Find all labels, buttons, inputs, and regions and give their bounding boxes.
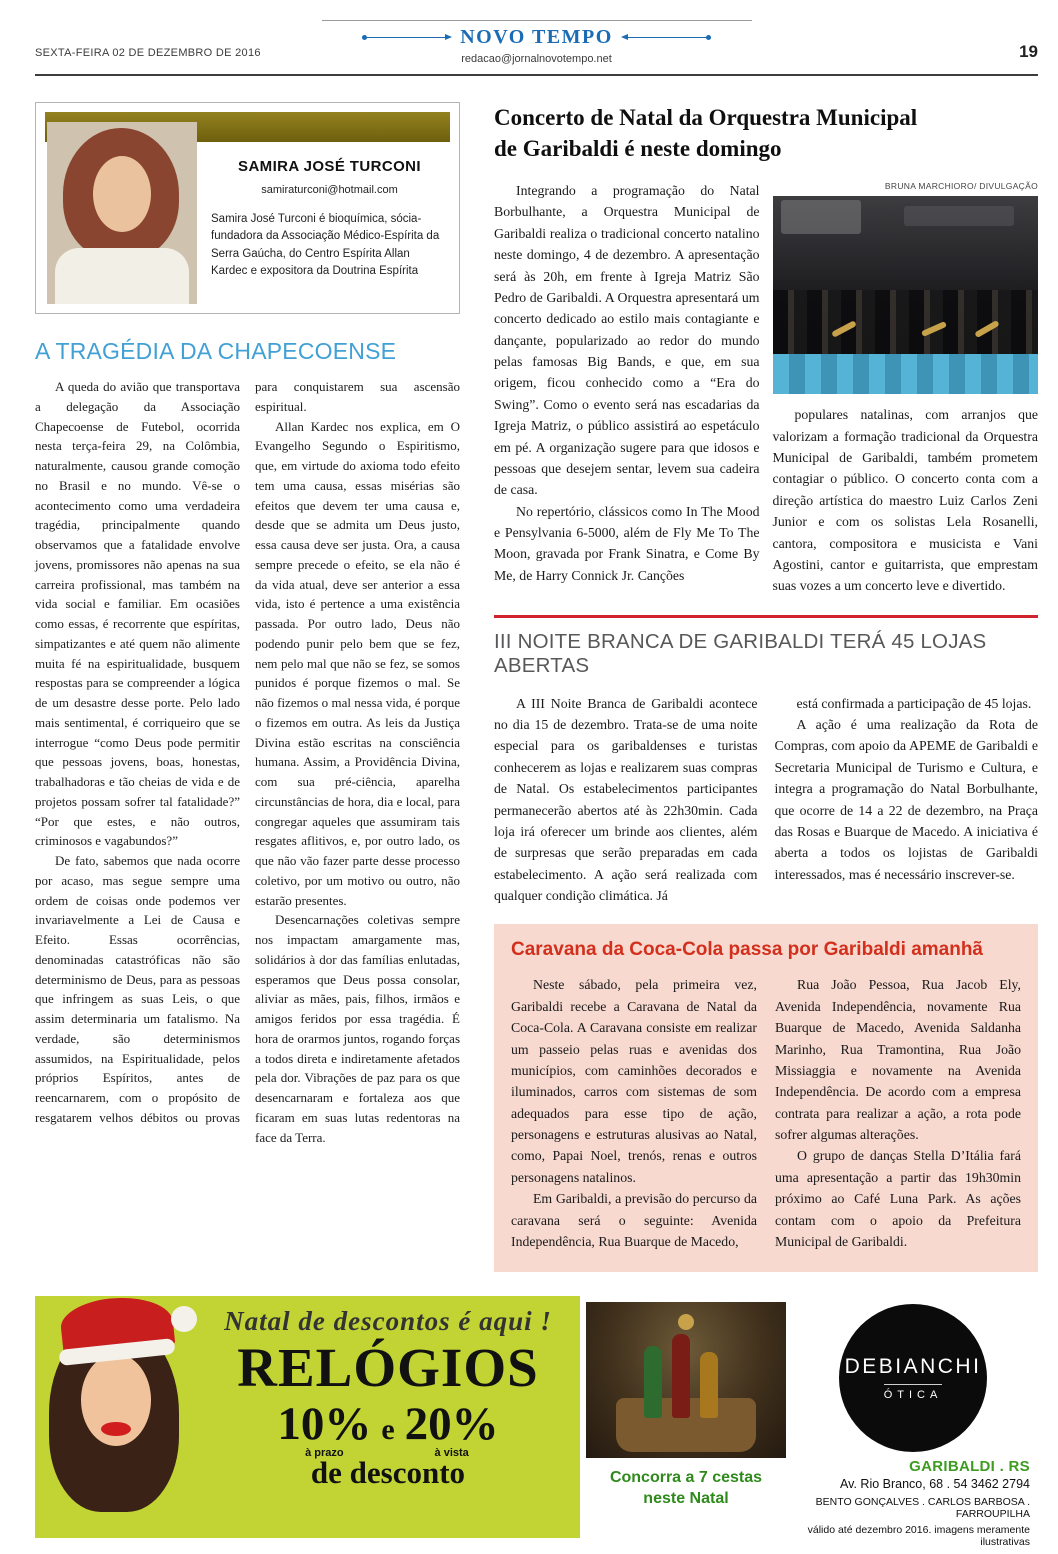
article-paragraph: A queda do avião que transportava a delegação da Associação Chapecoense de Futebol, ocorrida nesta terça-feira 29, na Colômbia, naturalmente, causou grande comoção no Brasil e no mundo. Vê-se o acontecimento como uma verdadeira tragédia, principalmente quando observamos que a fatalidade envolve jovens, promissores não apenas na sua carreira profissional, mas também na vida social e familiar. Em ocasiões como essas, é recorrente que espíritas, simpatizantes e até quem não alimente muita fé na espiritualidade, busquem respostas para se compreender a lógica de um desastre desse porte. Pelo lado mais sentimental, é corriqueiro que se interrogue “como Deus pode permitir que pessoas jovens, boas, honestas, trabalhadoras e tão cheias de vida e de projetos possam sofrer tal fatalidade?” “Por que estes, e não outros, criminosos e vagabundos?” (35, 379, 240, 849)
ad-product: RELÓGIOS (237, 1337, 539, 1399)
brand-city: GARIBALDI . RS (909, 1458, 1030, 1476)
author-photo-shirt (55, 248, 189, 304)
article-paragraph: Neste sábado, pela primeira vez, Garibaldi recebe a Caravana de Natal da Coca-Cola. A Caravana consiste em realizar um passeio pelas ruas e avenidas dos municípios, com caminhões decorados e iluminados, carros com sistemas de som adequados para esse tipo de ação, personagens e estruturas alusivas ao Natal, como, Papai Noel, trenós, renas e outros personagens natalinos. (511, 977, 757, 1185)
bottle-shape (644, 1346, 662, 1418)
article-paragraph: Integrando a programação do Natal Borbulhante, a Orquestra Municipal de Garibaldi realiza o tradicional concerto natalino neste domingo, 4 de dezembro. A apresentação será às 20h, em frente à Igreja Matriz São Pedro de Garibaldi. A Orquestra apresentará um concerto dedicado ao estilo mais contagiante e dançante, popularizado ao redor do mundo pelas famosas Big Bands, e que, em sua origem, ficou conhecido como a “Era do Swing”. Como o evento será nas escadarias da Igreja Matriz, o público assistirá ao espetáculo em pé. A organização sugere para que idosos e pessoas que desejem sentar, levem sua cadeira de casa. (494, 183, 760, 498)
discount-2-label: à vista (434, 1447, 469, 1460)
author-bio: Samira José Turconi é bioquímica, sócia-fundadora da Associação Médico-Espírita da Serra Gaúcha, do Centro Espírita Allan Kardec e expositora da Doutrina Espírita (211, 213, 440, 277)
masthead (285, 20, 788, 65)
ad-offer-text (200, 1306, 576, 1491)
ad-basket-panel (580, 1296, 792, 1538)
right-column (494, 102, 1038, 1272)
advertisement-banner (35, 1296, 1038, 1549)
article-paragraph: populares natalinas, com arranjos que valorizam a formação tradicional da Orquestra Municipal de Garibaldi, também prometem contagiar o público. O concerto conta com a direção artística do maestro Luiz Carlos Zeni Junior e com os solistas Lela Rosanelli, cantora, compositora e musicista e Vani Agostini, cantor e guitarrista, que emprestam suas vozes a um concerto leve e divertido. (772, 407, 1038, 594)
caravana-body (511, 974, 1021, 1252)
discount-1-value: 10% (277, 1398, 372, 1451)
caravana-box (494, 924, 1038, 1272)
brand-branches: BENTO GONÇALVES . CARLOS BARBOSA . FARROUPILHA (815, 1496, 1030, 1521)
noite-branca-column-1 (494, 693, 758, 907)
ribbon-shape (678, 1314, 694, 1330)
concert-title-line2: de Garibaldi é neste domingo (494, 136, 782, 162)
author-card (35, 102, 460, 314)
brand-name: DEBIANCHI (844, 1355, 982, 1379)
edition-date: SEXTA-FEIRA 02 DE DEZEMBRO DE 2016 (35, 47, 261, 59)
ad-contest-text (610, 1468, 762, 1510)
orchestra-photo (773, 196, 1039, 394)
article-paragraph: Allan Kardec nos explica, em O Evangelho Segundo o Espiritismo, que, em virtude do axioma todo efeito tem uma causa, essas misérias são efeitos que devem ter uma causa e, desde que se admita um Deus justo, essa causa deve ser justa. Ora, a causa sempre precede o efeito, se ela não é da vida atual, deve ser anterior a essa vida, isto é pertence a uma existência passada. Por outro lado, Deus não podendo punir pelo bem que se fez, nem pelo mal que não se fez, se somos punidos é porque fizemos o mal. Se não fizemos o mal nessa vida, é porque o fizemos em outra. As leis da Justiça Divina estão escritas na consciência humana. Assim, a Providência Divina, com sua pré-ciência, aparelha circunstâncias de hora, dia e local, para congregar aqueles que assumiram tais resgates aflitivos, e, por outro lado, os que não vão fazer parte desse processo coletivo, por um motivo ou outro, não estarão presentes. (255, 418, 460, 908)
discount-2-value: 20% (404, 1398, 499, 1451)
article-paragraph: O grupo de danças Stella D’Itália fará uma apresentação a partir das 19h30min próximo ao Café Luna Park. As ações contam com o apoio da Prefeitura Municipal de Garibaldi. (775, 1148, 1021, 1249)
noite-branca-title: III NOITE BRANCA DE GARIBALDI TERÁ 45 LOJAS ABERTAS (494, 629, 987, 677)
article-paragraph: Rua João Pessoa, Rua Jacob Ely, Avenida Independência, novamente Rua Buarque de Macedo, Avenida Saldanha Marinho, Rua Tramontina, Rua João Missiaggia e novamente na Avenida Independência. De acordo com a empresa contrata para realizar a ação, a rota pode sofrer algumas alterações. (775, 977, 1021, 1143)
newsroom-email: redacao@jornalnovotempo.net (461, 53, 612, 65)
contest-line1: Concorra a 7 cestas (609, 1469, 763, 1487)
contest-line2: neste Natal (643, 1490, 729, 1508)
discount-2 (404, 1398, 499, 1460)
article-paragraph: Em Garibaldi, a previsão do percurso da caravana será o seguinte: Avenida Independência, Rua Buarque de Macedo, (511, 1191, 757, 1249)
ad-discounts (200, 1398, 576, 1460)
concert-title-line1: Concerto de Natal da Orquestra Municipal (494, 105, 918, 130)
noite-branca-column-2 (775, 693, 1039, 907)
article-paragraph: No repertório, clássicos como In The Mood e Pensylvania 6-5000, além de Fly Me To The Moon, gravada por Frank Sinatra, e Come By Me, de Harry Connick Jr. Canções (494, 503, 760, 583)
noite-branca-body (494, 693, 1038, 907)
left-column (35, 102, 460, 1272)
bottle-shape (672, 1334, 690, 1418)
santa-hat-pom (171, 1306, 197, 1332)
brand-address: Av. Rio Branco, 68 . 54 3462 2794 (840, 1477, 1030, 1492)
discount-1 (277, 1398, 372, 1460)
page-number: 19 (1019, 42, 1038, 61)
caravana-title: Caravana da Coca-Cola passa por Garibaldi amanhã (511, 939, 984, 961)
article-paragraph: A III Noite Branca de Garibaldi acontece no dia 15 de dezembro. Trata-se de uma noite especial para os garibaldenses e turistas conhecerem as lojas e realizarem suas compras de Natal. Os estabelecimentos participantes permanecerão abertos até às 22h30min. Cada loja irá oferecer um brinde aos clientes, além de surpresas que serão preparadas em cada estabelecimento. A ação será realizada com qualquer condição climática. Já (494, 695, 758, 904)
photo-credit: BRUNA MARCHIORO/ DIVULGAÇÃO (884, 181, 1038, 192)
ad-discount-line: de desconto (310, 1455, 466, 1491)
ad-green-panel (35, 1296, 580, 1538)
brand-logo (839, 1304, 987, 1452)
article-paragraph: está confirmada a participação de 45 lojas. (796, 695, 1032, 711)
concert-column-2 (773, 180, 1039, 597)
discount-1-label: à prazo (305, 1447, 344, 1460)
page-header (0, 0, 1058, 76)
concert-column-1 (494, 180, 760, 597)
ad-disclaimer: válido até dezembro 2016. imagens meramente ilustrativas (807, 1524, 1030, 1549)
author-photo (47, 122, 197, 304)
article-paragraph: A ação é uma realização da Rota de Compras, com apoio da APEME de Garibaldi e Secretaria Municipal de Turismo e Cultura, e integra a programação do Natal Borbulhante, que ocorre de 14 a 22 de dezembro, na Praça das Rosas e Buarque de Macedo. A iniciativa é aberta a todos os lojistas de Garibaldi interessados, mas é necessário inscrever-se. (774, 717, 1038, 882)
masthead-title: NOVO TEMPO (460, 26, 613, 48)
stage-light (904, 206, 1014, 226)
ad-tagline: Natal de descontos é aqui ! (224, 1306, 552, 1337)
santa-hat-woman-photo (35, 1296, 215, 1538)
caravana-column-2 (775, 974, 1021, 1252)
section-divider-rule (494, 615, 1038, 618)
author-email: samiraturconi@hotmail.com (261, 184, 398, 196)
author-info (211, 142, 448, 304)
masthead-arrow-left-icon (362, 37, 450, 38)
bottle-shape (700, 1352, 718, 1418)
main-content (0, 76, 1058, 1272)
masthead-arrow-right-icon (623, 37, 711, 38)
brand-subtitle: ÓTICA (884, 1384, 943, 1401)
author-name: SAMIRA JOSÉ TURCONI (238, 158, 421, 175)
discount-conjunction: e (381, 1413, 395, 1447)
chapecoense-article-body (35, 377, 460, 1147)
stage-drape (773, 354, 1039, 394)
author-photo-face (93, 156, 151, 232)
caravana-column-1 (511, 974, 757, 1252)
ad-brand-panel (792, 1296, 1038, 1549)
chapecoense-article-title: A TRAGÉDIA DA CHAPECOENSE (35, 338, 397, 364)
article-paragraph: Desencarnações coletivas sempre nos impactam amargamente mas, solidários à dor das famílias enlutadas, esperamos que Deus possa consolar, aliviar as mães, pais, filhos, irmãos e amigos feridos por essa tragédia. É hora de orarmos juntos, rogando forças a todos direta e indiretamente afetados pela dor. Vibrações de paz para os que desencarnaram e fortaleza aos que ficaram em suas lutas redentoras na face da Terra. (255, 912, 460, 1145)
article-paragraph: De fato, sabemos que nada ocorre por acaso, mas segue sempre uma ordem de coisas onde podemos ver invariavelmente a Lei de Causa e Efeito. Essas ocorrências, denominadas catastróficas não são determinismo de Deus, para as pessoas que infringem as suas Leis, o que assim determinaria um fatalismo. Na verdade, são determinismos assumidos, na Espiritualidade, pelos próprios Espíritos, antes de reencarnarem, com o propósito de resgatarem velhos débitos ou provas para conquistarem sua ascensão espiritual. (35, 379, 460, 1125)
gift-baskets-photo (586, 1302, 786, 1458)
concert-article-title (494, 102, 1038, 164)
stage-light (781, 200, 861, 234)
concert-article-body (494, 180, 1038, 597)
